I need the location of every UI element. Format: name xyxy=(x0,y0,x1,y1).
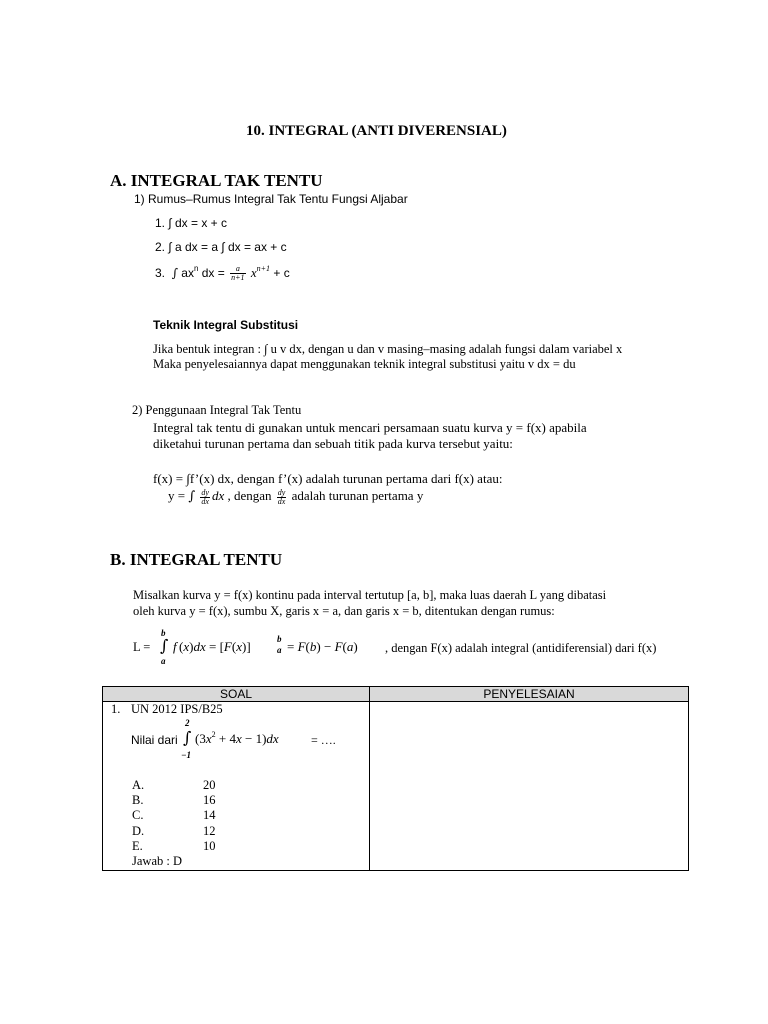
column-header-soal: SOAL xyxy=(103,687,370,702)
substitution-heading: Teknik Integral Substitusi xyxy=(153,318,299,332)
option-a: A. 20 xyxy=(132,778,216,792)
section-b-heading: B. INTEGRAL TENTU xyxy=(110,550,283,569)
section-a-heading: A. INTEGRAL TAK TENTU xyxy=(110,171,323,190)
substitution-line-1: Jika bentuk integran : ∫ u v dx, dengan u dan v masing–masing adalah fungsi dalam variabel x xyxy=(153,342,623,356)
substitution-line-2: Maka penyelesaiannya dapat menggunakan teknik integral substitusi yaitu v dx = du xyxy=(153,357,576,371)
usage-line-1: Integral tak tentu di gunakan untuk mencari persamaan suatu kurva y = f(x) apabila xyxy=(153,420,587,435)
usage-heading: 2) Penggunaan Integral Tak Tentu xyxy=(132,403,302,417)
problem-source: UN 2012 IPS/B25 xyxy=(131,702,223,716)
rule-1: 1. ∫ dx = x + c xyxy=(155,216,227,230)
definite-line-2: oleh kurva y = f(x), sumbu X, garis x = a, dan garis x = b, ditentukan dengan rumus: xyxy=(133,604,555,618)
answer-key: Jawab : D xyxy=(132,854,182,869)
problem-integral: 2 ∫ −1 $(3x^2 + 4x - 1)dx$ = …. xyxy=(181,718,336,760)
rule-2: 2. ∫ a dx = a ∫ dx = ax + c xyxy=(155,240,287,254)
formula-list-heading: 1) Rumus–Rumus Integral Tak Tentu Fungsi Aljabar xyxy=(134,192,408,206)
fx-formula: f(x) = ∫f’(x) dx, dengan f’(x) adalah turunan pertama dari f(x) atau: xyxy=(153,471,503,486)
rule-3: 3. ∫ $ax^n$ dx = $\frac{a}{n+1}$ $x^{n+1} + c$ xyxy=(155,264,290,283)
solution-cell xyxy=(370,702,689,871)
y-formula: y = ∫ $\frac{dy}{dx}$ dx , dengan $\frac{dy}{dx}$ adalah turunan pertama y xyxy=(168,487,424,506)
problem-number: 1. xyxy=(111,702,121,716)
option-d: D. 12 xyxy=(132,823,216,838)
problem-prompt: Nilai dari xyxy=(131,733,178,747)
option-b: B. 16 xyxy=(132,793,216,808)
page-title: 10. INTEGRAL (ANTI DIVERENSIAL) xyxy=(246,123,507,139)
option-e: E. 10 xyxy=(132,838,216,853)
column-header-penyelesaian: PENYELESAIAN xyxy=(370,687,689,702)
problem-cell xyxy=(103,702,370,871)
answer-options xyxy=(132,778,216,869)
option-c: C. 14 xyxy=(132,808,216,823)
usage-line-2: diketahui turunan pertama dan sebuah titik pada kurva tersebut yaitu: xyxy=(153,436,513,451)
problem-table xyxy=(102,686,689,871)
definite-line-1: Misalkan kurva y = f(x) kontinu pada interval tertutup [a, b], maka luas daerah L yang dibatasi xyxy=(133,588,607,602)
